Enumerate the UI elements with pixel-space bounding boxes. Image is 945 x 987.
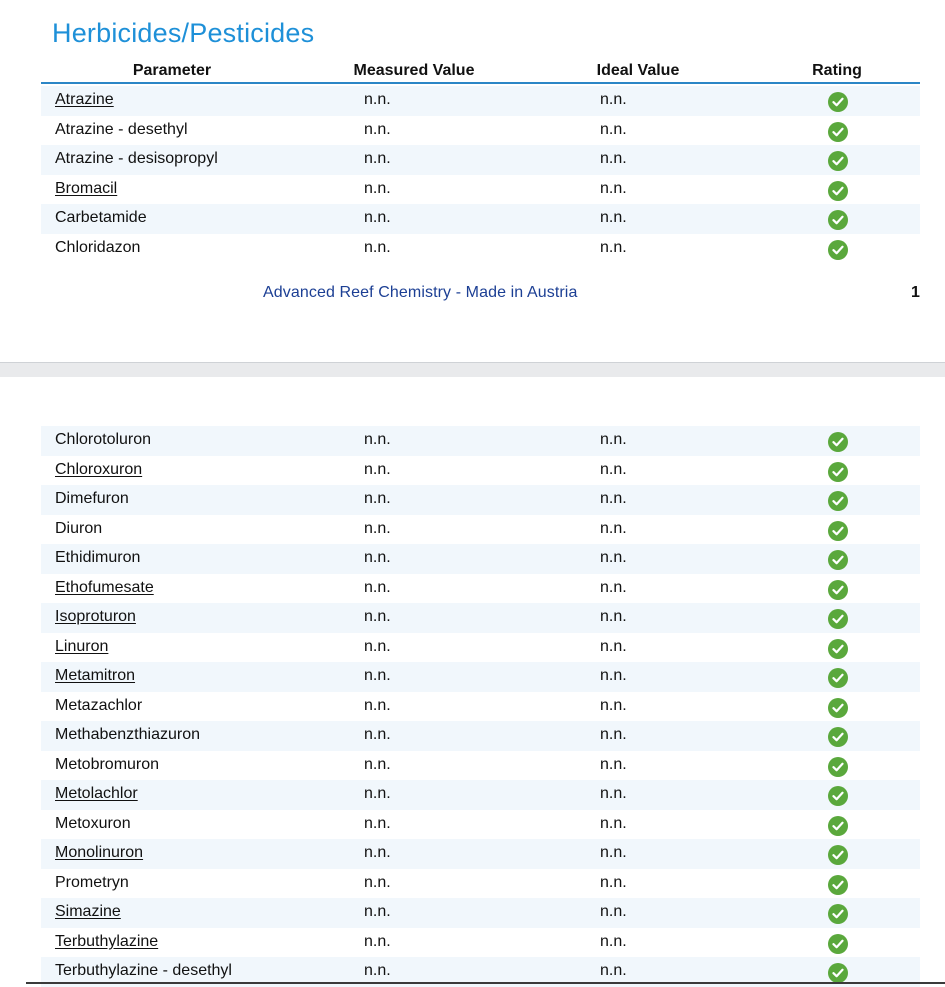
table-row	[41, 869, 920, 899]
ok-check-icon	[828, 550, 848, 570]
ideal-value: n.n.	[600, 431, 627, 448]
ideal-value: n.n.	[600, 932, 627, 950]
measured-value: n.n.	[364, 608, 391, 625]
page-separator	[0, 362, 945, 378]
results-table-page-2	[41, 426, 920, 987]
measured-value: n.n.	[364, 755, 391, 773]
table-row	[41, 780, 920, 810]
ok-check-icon	[828, 963, 848, 983]
measured-value: n.n.	[364, 785, 391, 802]
ideal-value: n.n.	[600, 150, 627, 167]
measured-value: n.n.	[364, 873, 391, 891]
ideal-value: n.n.	[600, 91, 627, 108]
table-row	[41, 810, 920, 840]
ok-check-icon	[828, 875, 848, 895]
ok-check-icon	[828, 151, 848, 171]
parameter-name: Carbetamide	[55, 209, 147, 226]
measured-value: n.n.	[364, 962, 391, 979]
ok-check-icon	[828, 698, 848, 718]
measured-value: n.n.	[364, 844, 391, 861]
table-row	[41, 426, 920, 456]
table-row	[41, 234, 920, 264]
parameter-name: Diuron	[55, 519, 103, 537]
table-row	[41, 898, 920, 928]
ideal-value: n.n.	[600, 785, 627, 802]
measured-value: n.n.	[364, 726, 391, 743]
ideal-value: n.n.	[600, 209, 627, 226]
ideal-value: n.n.	[600, 578, 627, 596]
ideal-value: n.n.	[600, 460, 627, 478]
measured-value: n.n.	[364, 150, 391, 167]
ideal-value: n.n.	[600, 549, 627, 566]
column-header-measured: Measured Value	[353, 62, 475, 79]
table-row	[41, 485, 920, 515]
ok-check-icon	[828, 181, 848, 201]
measured-value: n.n.	[364, 667, 391, 684]
parameter-name: Prometryn	[55, 873, 129, 891]
table-row	[41, 662, 920, 692]
table-row	[41, 175, 920, 205]
parameter-name[interactable]: Ethofumesate	[55, 578, 154, 596]
measured-value: n.n.	[364, 549, 391, 566]
ok-check-icon	[828, 240, 848, 260]
measured-value: n.n.	[364, 578, 391, 596]
ok-check-icon	[828, 462, 848, 482]
results-table-page-1	[41, 86, 920, 263]
report-page-2	[0, 377, 945, 984]
ideal-value: n.n.	[600, 608, 627, 625]
ideal-value: n.n.	[600, 696, 627, 714]
parameter-name[interactable]: Bromacil	[55, 179, 118, 197]
measured-value: n.n.	[364, 490, 391, 507]
measured-value: n.n.	[364, 120, 391, 138]
measured-value: n.n.	[364, 932, 391, 950]
measured-value: n.n.	[364, 209, 391, 226]
parameter-name: Dimefuron	[55, 490, 129, 507]
ok-check-icon	[828, 580, 848, 600]
measured-value: n.n.	[364, 903, 391, 920]
ideal-value: n.n.	[600, 873, 627, 891]
column-header-ideal: Ideal Value	[596, 62, 680, 79]
parameter-name: Terbuthylazine - desethyl	[55, 962, 232, 979]
ok-check-icon	[828, 92, 848, 112]
ok-check-icon	[828, 639, 848, 659]
section-title: Herbicides/Pesticides	[52, 18, 315, 48]
ok-check-icon	[828, 210, 848, 230]
measured-value: n.n.	[364, 91, 391, 108]
parameter-name: Metoxuron	[55, 814, 131, 832]
table-row	[41, 721, 920, 751]
parameter-name[interactable]: Monolinuron	[55, 844, 144, 861]
parameter-name[interactable]: Atrazine	[55, 91, 114, 108]
ideal-value: n.n.	[600, 120, 627, 138]
parameter-name: Chloridazon	[55, 238, 141, 256]
ok-check-icon	[828, 491, 848, 511]
ideal-value: n.n.	[600, 903, 627, 920]
table-row	[41, 928, 920, 958]
measured-value: n.n.	[364, 637, 391, 655]
ok-check-icon	[828, 934, 848, 954]
parameter-name[interactable]: Isoproturon	[55, 608, 136, 625]
ideal-value: n.n.	[600, 519, 627, 537]
parameter-name: Atrazine - desethyl	[55, 120, 188, 138]
ideal-value: n.n.	[600, 814, 627, 832]
table-row	[41, 692, 920, 722]
parameter-name[interactable]: Simazine	[55, 903, 121, 920]
ok-check-icon	[828, 668, 848, 688]
report-page-1	[0, 0, 945, 362]
ok-check-icon	[828, 904, 848, 924]
table-row	[41, 839, 920, 869]
ok-check-icon	[828, 609, 848, 629]
parameter-name: Methabenzthiazuron	[55, 726, 200, 743]
measured-value: n.n.	[364, 238, 391, 256]
parameter-name[interactable]: Chloroxuron	[55, 460, 143, 478]
parameter-name[interactable]: Linuron	[55, 637, 109, 655]
table-header	[41, 62, 920, 84]
ok-check-icon	[828, 122, 848, 142]
ok-check-icon	[828, 432, 848, 452]
table-row	[41, 633, 920, 663]
table-row	[41, 204, 920, 234]
ok-check-icon	[828, 727, 848, 747]
measured-value: n.n.	[364, 814, 391, 832]
ideal-value: n.n.	[600, 179, 627, 197]
ok-check-icon	[828, 845, 848, 865]
table-row	[41, 515, 920, 545]
ok-check-icon	[828, 816, 848, 836]
table-row	[41, 544, 920, 574]
parameter-name[interactable]: Metolachlor	[55, 785, 138, 802]
ideal-value: n.n.	[600, 726, 627, 743]
table-row	[41, 603, 920, 633]
table-row	[41, 86, 920, 116]
measured-value: n.n.	[364, 696, 391, 714]
ideal-value: n.n.	[600, 637, 627, 655]
measured-value: n.n.	[364, 179, 391, 197]
table-row	[41, 145, 920, 175]
table-row	[41, 574, 920, 604]
ideal-value: n.n.	[600, 238, 627, 256]
column-header-parameter: Parameter	[132, 62, 212, 79]
measured-value: n.n.	[364, 519, 391, 537]
ok-check-icon	[828, 786, 848, 806]
ideal-value: n.n.	[600, 667, 627, 684]
table-row	[41, 456, 920, 486]
parameter-name: Atrazine - desisopropyl	[55, 150, 218, 167]
column-header-rating: Rating	[812, 62, 862, 79]
ok-check-icon	[828, 521, 848, 541]
measured-value: n.n.	[364, 431, 391, 448]
parameter-name: Metazachlor	[55, 696, 143, 714]
parameter-name: Chlorotoluron	[55, 431, 152, 448]
parameter-name: Ethidimuron	[55, 549, 141, 566]
ideal-value: n.n.	[600, 844, 627, 861]
table-row	[41, 116, 920, 146]
ideal-value: n.n.	[600, 490, 627, 507]
table-row	[41, 751, 920, 781]
parameter-name[interactable]: Metamitron	[55, 667, 136, 684]
page-footer: Advanced Reef Chemistry - Made in Austria	[263, 284, 578, 301]
parameter-name: Metobromuron	[55, 755, 160, 773]
page-number: 1	[911, 284, 920, 301]
ok-check-icon	[828, 757, 848, 777]
ideal-value: n.n.	[600, 962, 627, 979]
parameter-name[interactable]: Terbuthylazine	[55, 932, 159, 950]
measured-value: n.n.	[364, 460, 391, 478]
ideal-value: n.n.	[600, 755, 627, 773]
